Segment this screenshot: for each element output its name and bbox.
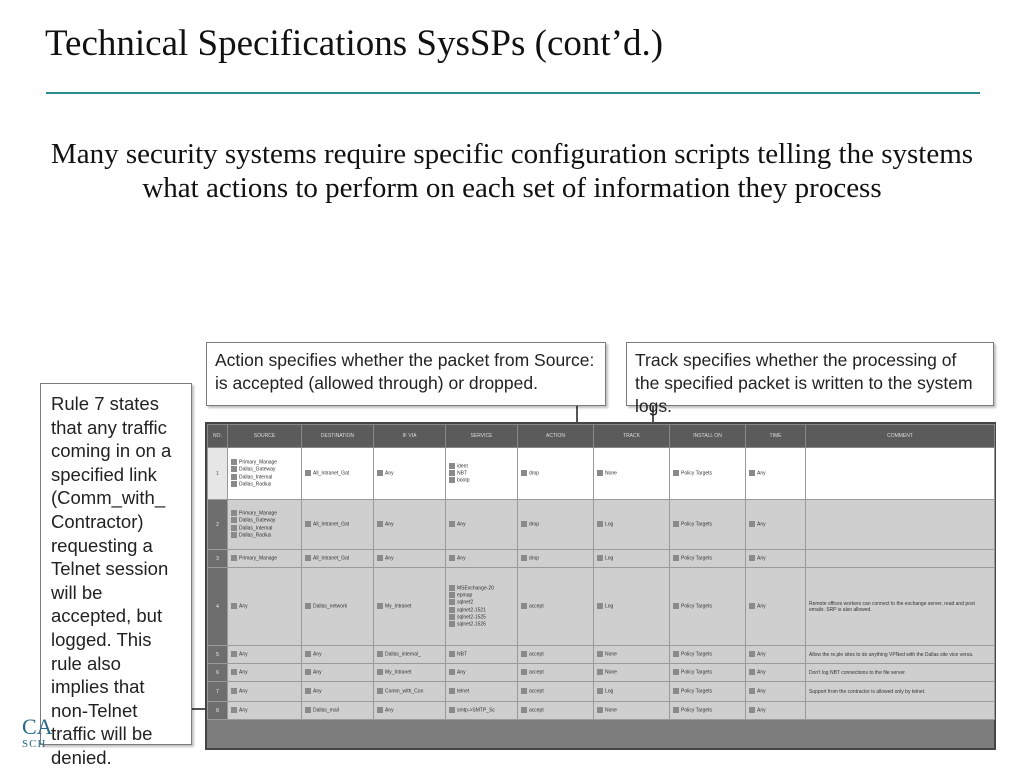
cell-line: sqlnet2-1525 bbox=[449, 614, 514, 621]
object-icon bbox=[449, 614, 455, 620]
action-callout: Action specifies whether the packet from Source: is accepted (allowed through) or dropped. bbox=[206, 342, 606, 406]
object-icon bbox=[673, 688, 679, 694]
install-on-cell bbox=[670, 550, 746, 568]
object-icon bbox=[597, 707, 603, 713]
column-header: SOURCE bbox=[228, 425, 302, 448]
cell-line: Primary_Manage bbox=[231, 555, 298, 562]
action-cell bbox=[518, 682, 594, 702]
object-icon bbox=[377, 688, 383, 694]
object-icon bbox=[231, 510, 237, 516]
rule-number: 5 bbox=[208, 646, 228, 664]
action-cell bbox=[518, 646, 594, 664]
object-icon bbox=[231, 688, 237, 694]
object-icon bbox=[521, 555, 527, 561]
object-icon bbox=[449, 592, 455, 598]
cell-line: NBT bbox=[449, 651, 514, 658]
object-icon bbox=[597, 470, 603, 476]
cell-line: All_Intranet_Gat bbox=[305, 555, 370, 562]
cell-line: accept bbox=[521, 603, 590, 610]
service-cell bbox=[446, 664, 518, 682]
object-icon bbox=[449, 621, 455, 627]
cell-line: Dallas_Radius bbox=[231, 532, 298, 539]
object-icon bbox=[305, 521, 311, 527]
cell-line: drop bbox=[521, 521, 590, 528]
object-icon bbox=[231, 707, 237, 713]
cell-line: Any bbox=[305, 651, 370, 658]
cell-line: Log bbox=[597, 521, 666, 528]
cell-line: Any bbox=[377, 707, 442, 714]
rule-number: 2 bbox=[208, 500, 228, 550]
object-icon bbox=[449, 477, 455, 483]
object-icon bbox=[521, 707, 527, 713]
table-row[interactable] bbox=[208, 568, 995, 646]
cell-line: Any bbox=[449, 521, 514, 528]
source-cell bbox=[228, 448, 302, 500]
cell-line: Dallas_Internal bbox=[231, 525, 298, 532]
object-icon bbox=[449, 688, 455, 694]
cell-line: Any bbox=[231, 669, 298, 676]
cell-line: Any bbox=[231, 651, 298, 658]
object-icon bbox=[673, 651, 679, 657]
cell-line: Dallas_Gateway bbox=[231, 517, 298, 524]
cell-line: smtp->SMTP_Sc bbox=[449, 707, 514, 714]
cell-line: sqlnet2-1526 bbox=[449, 621, 514, 628]
cell-line: MSExchange-20 bbox=[449, 585, 514, 592]
time-cell bbox=[746, 500, 806, 550]
cell-line: Policy Targets bbox=[673, 707, 742, 714]
object-icon bbox=[231, 555, 237, 561]
cell-line: sqlnet2-1521 bbox=[449, 607, 514, 614]
object-icon bbox=[377, 603, 383, 609]
object-icon bbox=[521, 521, 527, 527]
cell-line: Any bbox=[231, 688, 298, 695]
object-icon bbox=[305, 651, 311, 657]
table-row[interactable] bbox=[208, 448, 995, 500]
object-icon bbox=[305, 603, 311, 609]
source-cell bbox=[228, 682, 302, 702]
service-cell bbox=[446, 702, 518, 720]
column-header: SERVICE bbox=[446, 425, 518, 448]
object-icon bbox=[231, 532, 237, 538]
track-callout: Track specifies whether the processing of the specified packet is written to the system logs. bbox=[626, 342, 994, 406]
object-icon bbox=[749, 688, 755, 694]
time-cell bbox=[746, 448, 806, 500]
object-icon bbox=[673, 707, 679, 713]
track-cell bbox=[594, 568, 670, 646]
object-icon bbox=[749, 707, 755, 713]
object-icon bbox=[231, 459, 237, 465]
table-row[interactable] bbox=[208, 664, 995, 682]
via-cell bbox=[374, 702, 446, 720]
cell-line: Dallas_Internal bbox=[231, 474, 298, 481]
cell-line: Policy Targets bbox=[673, 470, 742, 477]
cell-line: None bbox=[597, 470, 666, 477]
via-cell bbox=[374, 682, 446, 702]
cell-line: epmap bbox=[449, 592, 514, 599]
object-icon bbox=[749, 603, 755, 609]
object-icon bbox=[305, 470, 311, 476]
rule-number: 6 bbox=[208, 664, 228, 682]
cell-line: Any bbox=[377, 555, 442, 562]
cell-line: Any bbox=[305, 688, 370, 695]
cell-line: Policy Targets bbox=[673, 555, 742, 562]
cell-line: Dallas_network bbox=[305, 603, 370, 610]
object-icon bbox=[749, 521, 755, 527]
cell-line: Log bbox=[597, 688, 666, 695]
object-icon bbox=[749, 470, 755, 476]
object-icon bbox=[673, 521, 679, 527]
track-cell bbox=[594, 702, 670, 720]
service-cell bbox=[446, 682, 518, 702]
object-icon bbox=[449, 521, 455, 527]
cell-line: accept bbox=[521, 688, 590, 695]
via-cell bbox=[374, 550, 446, 568]
service-cell bbox=[446, 448, 518, 500]
rule-number: 8 bbox=[208, 702, 228, 720]
time-cell bbox=[746, 568, 806, 646]
object-icon bbox=[449, 555, 455, 561]
destination-cell bbox=[302, 646, 374, 664]
source-cell bbox=[228, 646, 302, 664]
object-icon bbox=[673, 603, 679, 609]
cell-line: Any bbox=[749, 555, 802, 562]
cell-line: Any bbox=[231, 603, 298, 610]
comment-cell bbox=[806, 702, 995, 720]
cell-line: Any bbox=[231, 707, 298, 714]
cell-line: None bbox=[597, 669, 666, 676]
object-icon bbox=[377, 707, 383, 713]
destination-cell bbox=[302, 500, 374, 550]
cell-line: drop bbox=[521, 555, 590, 562]
time-cell bbox=[746, 550, 806, 568]
via-cell bbox=[374, 448, 446, 500]
object-icon bbox=[449, 463, 455, 469]
via-cell bbox=[374, 646, 446, 664]
source-cell bbox=[228, 550, 302, 568]
object-icon bbox=[449, 669, 455, 675]
object-icon bbox=[673, 470, 679, 476]
action-cell bbox=[518, 550, 594, 568]
install-on-cell bbox=[670, 500, 746, 550]
source-cell bbox=[228, 568, 302, 646]
object-icon bbox=[521, 651, 527, 657]
track-cell bbox=[594, 500, 670, 550]
object-icon bbox=[449, 607, 455, 613]
object-icon bbox=[305, 555, 311, 561]
install-on-cell bbox=[670, 568, 746, 646]
rule-number: 3 bbox=[208, 550, 228, 568]
track-cell bbox=[594, 682, 670, 702]
cell-line: Policy Targets bbox=[673, 651, 742, 658]
column-header: INSTALL ON bbox=[670, 425, 746, 448]
destination-cell bbox=[302, 448, 374, 500]
cell-line: Log bbox=[597, 603, 666, 610]
cell-line: Any bbox=[449, 555, 514, 562]
column-header: NO. bbox=[208, 425, 228, 448]
cell-line: NBT bbox=[449, 470, 514, 477]
track-cell bbox=[594, 664, 670, 682]
cell-line: sqlnet2 bbox=[449, 599, 514, 606]
object-icon bbox=[231, 517, 237, 523]
object-icon bbox=[449, 599, 455, 605]
footer-logo-subtitle: SCH bbox=[22, 738, 47, 750]
object-icon bbox=[673, 555, 679, 561]
destination-cell bbox=[302, 682, 374, 702]
cell-line: Any bbox=[749, 669, 802, 676]
cell-line: telnet bbox=[449, 688, 514, 695]
cell-line: Dallas_mail bbox=[305, 707, 370, 714]
cell-line: My_Intranet bbox=[377, 669, 442, 676]
source-cell bbox=[228, 702, 302, 720]
object-icon bbox=[449, 707, 455, 713]
object-icon bbox=[377, 555, 383, 561]
cell-line: Any bbox=[749, 688, 802, 695]
cell-line: bootp bbox=[449, 477, 514, 484]
destination-cell bbox=[302, 568, 374, 646]
object-icon bbox=[749, 555, 755, 561]
object-icon bbox=[597, 603, 603, 609]
object-icon bbox=[377, 669, 383, 675]
cell-line: None bbox=[597, 707, 666, 714]
install-on-cell bbox=[670, 702, 746, 720]
cell-line: Log bbox=[597, 555, 666, 562]
time-cell bbox=[746, 682, 806, 702]
rule-number: 4 bbox=[208, 568, 228, 646]
firewall-rules-table bbox=[207, 424, 995, 720]
firewall-rules-figure bbox=[205, 422, 996, 750]
cell-line: None bbox=[597, 651, 666, 658]
object-icon bbox=[305, 669, 311, 675]
time-cell bbox=[746, 646, 806, 664]
install-on-cell bbox=[670, 664, 746, 682]
column-header: DESTINATION bbox=[302, 425, 374, 448]
cell-line: accept bbox=[521, 707, 590, 714]
cell-line: Any bbox=[749, 651, 802, 658]
object-icon bbox=[449, 470, 455, 476]
table-row[interactable] bbox=[208, 682, 995, 702]
table-row[interactable] bbox=[208, 500, 995, 550]
table-header-row bbox=[208, 425, 995, 448]
cell-line: Policy Targets bbox=[673, 603, 742, 610]
object-icon bbox=[597, 521, 603, 527]
cell-line: Policy Targets bbox=[673, 688, 742, 695]
cell-line: Any bbox=[377, 521, 442, 528]
cell-line: All_Intranet_Gat bbox=[305, 470, 370, 477]
table-row[interactable] bbox=[208, 702, 995, 720]
cell-line: Any bbox=[749, 603, 802, 610]
table-row[interactable] bbox=[208, 550, 995, 568]
via-cell bbox=[374, 568, 446, 646]
install-on-cell bbox=[670, 682, 746, 702]
comment-cell bbox=[806, 500, 995, 550]
cell-line: Any bbox=[377, 470, 442, 477]
source-cell bbox=[228, 500, 302, 550]
install-on-cell bbox=[670, 646, 746, 664]
cell-line: accept bbox=[521, 651, 590, 658]
object-icon bbox=[597, 651, 603, 657]
install-on-cell bbox=[670, 448, 746, 500]
via-cell bbox=[374, 664, 446, 682]
slide-title: Technical Specifications SysSPs (cont’d.) bbox=[45, 23, 664, 64]
object-icon bbox=[749, 669, 755, 675]
object-icon bbox=[673, 669, 679, 675]
object-icon bbox=[305, 707, 311, 713]
comment-cell: Remote offices workers can connect to the exchange server, read and post emails. SRP is also allowed. bbox=[806, 568, 995, 646]
action-cell bbox=[518, 664, 594, 682]
object-icon bbox=[231, 481, 237, 487]
service-cell bbox=[446, 550, 518, 568]
footer-logo: CA bbox=[22, 714, 53, 739]
action-cell bbox=[518, 448, 594, 500]
object-icon bbox=[377, 521, 383, 527]
comment-cell bbox=[806, 448, 995, 500]
cell-line: ident bbox=[449, 463, 514, 470]
cell-line: Any bbox=[305, 669, 370, 676]
comment-cell: Support from the contractor is allowed only by telnet. bbox=[806, 682, 995, 702]
slide-body-text: Many security systems require specific configuration scripts telling the systems what actions to perform on each set of information they process bbox=[50, 138, 974, 204]
object-icon bbox=[521, 603, 527, 609]
track-cell bbox=[594, 550, 670, 568]
destination-cell bbox=[302, 664, 374, 682]
rule-number: 1 bbox=[208, 448, 228, 500]
service-cell bbox=[446, 646, 518, 664]
destination-cell bbox=[302, 550, 374, 568]
cell-line: accept bbox=[521, 669, 590, 676]
cell-line: Primary_Manage bbox=[231, 459, 298, 466]
object-icon bbox=[521, 688, 527, 694]
cell-line: Policy Targets bbox=[673, 669, 742, 676]
service-cell bbox=[446, 500, 518, 550]
time-cell bbox=[746, 702, 806, 720]
object-icon bbox=[377, 651, 383, 657]
object-icon bbox=[449, 651, 455, 657]
column-header: TIME bbox=[746, 425, 806, 448]
service-cell bbox=[446, 568, 518, 646]
object-icon bbox=[231, 525, 237, 531]
object-icon bbox=[231, 466, 237, 472]
rule-number: 7 bbox=[208, 682, 228, 702]
object-icon bbox=[597, 688, 603, 694]
via-cell bbox=[374, 500, 446, 550]
cell-line: Dallas_Gateway bbox=[231, 466, 298, 473]
object-icon bbox=[597, 555, 603, 561]
rule7-callout: Rule 7 states that any traffic coming in on a specified link (Comm_with_ Contractor) requesting a Telnet session will be accepted, but logged. This rule also implies that non-Telnet traffic will be denied. bbox=[40, 383, 192, 745]
object-icon bbox=[231, 669, 237, 675]
object-icon bbox=[449, 585, 455, 591]
column-header: ACTION bbox=[518, 425, 594, 448]
object-icon bbox=[521, 669, 527, 675]
column-header: TRACK bbox=[594, 425, 670, 448]
cell-line: drop bbox=[521, 470, 590, 477]
cell-line: All_Intranet_Gat bbox=[305, 521, 370, 528]
object-icon bbox=[231, 651, 237, 657]
cell-line: Dallas_Radius bbox=[231, 481, 298, 488]
action-cell bbox=[518, 702, 594, 720]
object-icon bbox=[231, 474, 237, 480]
comment-cell bbox=[806, 550, 995, 568]
cell-line: Any bbox=[449, 669, 514, 676]
track-cell bbox=[594, 448, 670, 500]
action-cell bbox=[518, 500, 594, 550]
object-icon bbox=[231, 603, 237, 609]
object-icon bbox=[749, 651, 755, 657]
object-icon bbox=[521, 470, 527, 476]
cell-line: Any bbox=[749, 521, 802, 528]
table-row[interactable] bbox=[208, 646, 995, 664]
cell-line: My_Intranet bbox=[377, 603, 442, 610]
title-divider bbox=[46, 92, 980, 94]
comment-cell: Allow the re.ple sites to do anything VPNed with the Dallas site vice versa. bbox=[806, 646, 995, 664]
cell-line: Comm_with_Con bbox=[377, 688, 442, 695]
object-icon bbox=[305, 688, 311, 694]
cell-line: Any bbox=[749, 470, 802, 477]
time-cell bbox=[746, 664, 806, 682]
action-cell bbox=[518, 568, 594, 646]
source-cell bbox=[228, 664, 302, 682]
cell-line: Dallas_internal_ bbox=[377, 651, 442, 658]
comment-cell: Don't log NBT connections to the file server. bbox=[806, 664, 995, 682]
track-cell bbox=[594, 646, 670, 664]
cell-line: Any bbox=[749, 707, 802, 714]
column-header: COMMENT bbox=[806, 425, 995, 448]
cell-line: Primary_Manage bbox=[231, 510, 298, 517]
table-body bbox=[208, 448, 995, 720]
cell-line: Policy Targets bbox=[673, 521, 742, 528]
destination-cell bbox=[302, 702, 374, 720]
object-icon bbox=[377, 470, 383, 476]
column-header: IF VIA bbox=[374, 425, 446, 448]
object-icon bbox=[597, 669, 603, 675]
